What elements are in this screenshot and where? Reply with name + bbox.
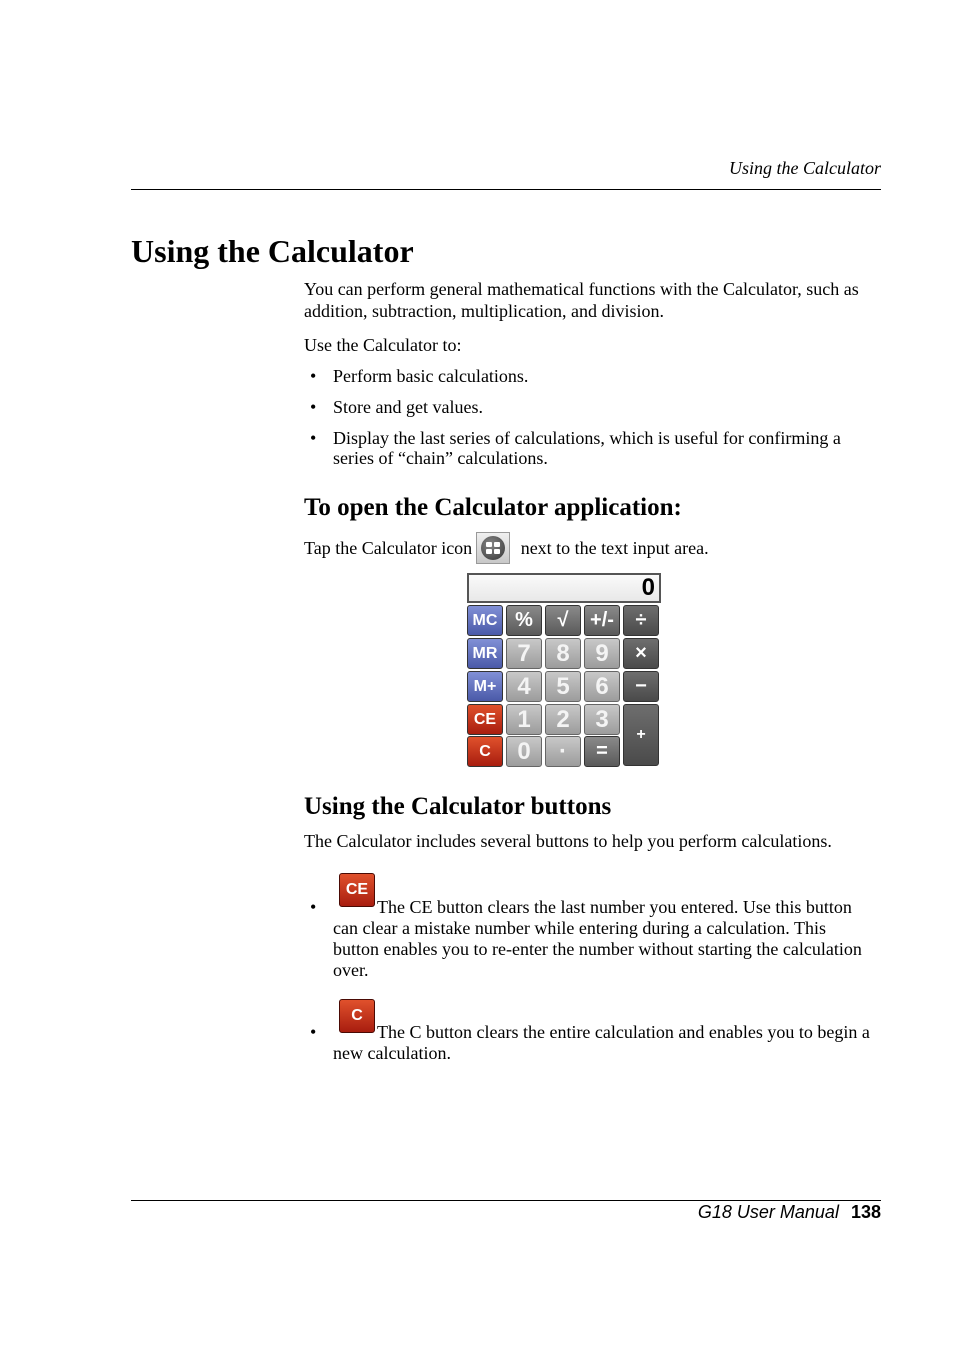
bullet-glyph: • [310, 1022, 317, 1042]
percent-button[interactable]: % [506, 605, 542, 636]
memory-clear-button[interactable]: MC [467, 605, 503, 636]
tap-instruction [304, 532, 709, 564]
clear-button[interactable]: C [467, 736, 503, 767]
clear-entry-description: The CE button clears the last number you entered. Use this button can clear a mistake number while entering during a calculation. This button enables you to re-enter the number without starting the calculation over. [333, 897, 862, 980]
digit-7-button[interactable]: 7 [506, 638, 542, 669]
square-root-button[interactable]: √ [545, 605, 581, 636]
list-item-text: Store and get values. [333, 397, 483, 417]
digit-1-button[interactable]: 1 [506, 704, 542, 735]
page-footer [698, 1202, 881, 1223]
clear-icon: C [339, 999, 375, 1033]
add-button[interactable]: + [623, 704, 659, 766]
bullet-glyph: • [310, 397, 317, 417]
tap-text-before: Tap the Calculator icon [304, 538, 473, 558]
clear-entry-icon: CE [339, 873, 375, 907]
clear-description: The C button clears the entire calculation and enables you to begin a new calculation. [333, 1022, 870, 1063]
page-title: Using the Calculator [131, 233, 414, 269]
digit-5-button[interactable]: 5 [545, 671, 581, 702]
running-header: Using the Calculator [729, 158, 881, 178]
bullet-glyph: • [310, 428, 317, 448]
use-to-label: Use the Calculator to: [304, 335, 462, 355]
digit-6-button[interactable]: 6 [584, 671, 620, 702]
digit-2-button[interactable]: 2 [545, 704, 581, 735]
digit-9-button[interactable]: 9 [584, 638, 620, 669]
list-item-text: Display the last series of calculations, which is useful for confirming a series of “chain” calculations. [333, 428, 841, 468]
manual-name: G18 User Manual [697, 1202, 839, 1222]
calculator-display: 0 [467, 573, 661, 603]
subtract-button[interactable]: − [623, 671, 659, 702]
decimal-point-button[interactable]: · [545, 736, 581, 767]
equals-button[interactable]: = [584, 736, 620, 767]
intro-paragraph: You can perform general mathematical functions with the Calculator, such as addition, subtraction, multiplication, and division. [304, 279, 859, 321]
digit-3-button[interactable]: 3 [584, 704, 620, 735]
digit-8-button[interactable]: 8 [545, 638, 581, 669]
multiply-button[interactable]: × [623, 638, 659, 669]
plus-minus-button[interactable]: +/- [584, 605, 620, 636]
divide-button[interactable]: ÷ [623, 605, 659, 636]
memory-recall-button[interactable]: MR [467, 638, 503, 669]
clear-entry-button[interactable]: CE [467, 704, 503, 735]
list-item-text: Perform basic calculations. [333, 366, 529, 386]
page-number: 138 [850, 1202, 881, 1222]
digit-4-button[interactable]: 4 [506, 671, 542, 702]
tap-text-after: next to the text input area. [520, 538, 709, 558]
open-calculator-heading: To open the Calculator application: [304, 494, 682, 521]
memory-add-button[interactable]: M+ [467, 671, 503, 702]
calculator-buttons-heading: Using the Calculator buttons [304, 793, 612, 820]
bullet-glyph: • [310, 897, 317, 917]
header-rule [131, 189, 881, 190]
calculator-screenshot [467, 573, 661, 766]
digit-0-button[interactable]: 0 [506, 736, 542, 767]
calculator-buttons-intro: The Calculator includes several buttons to help you perform calculations. [304, 831, 832, 851]
footer-rule [131, 1200, 881, 1201]
calculator-app-icon [476, 532, 510, 564]
bullet-glyph: • [310, 366, 317, 386]
